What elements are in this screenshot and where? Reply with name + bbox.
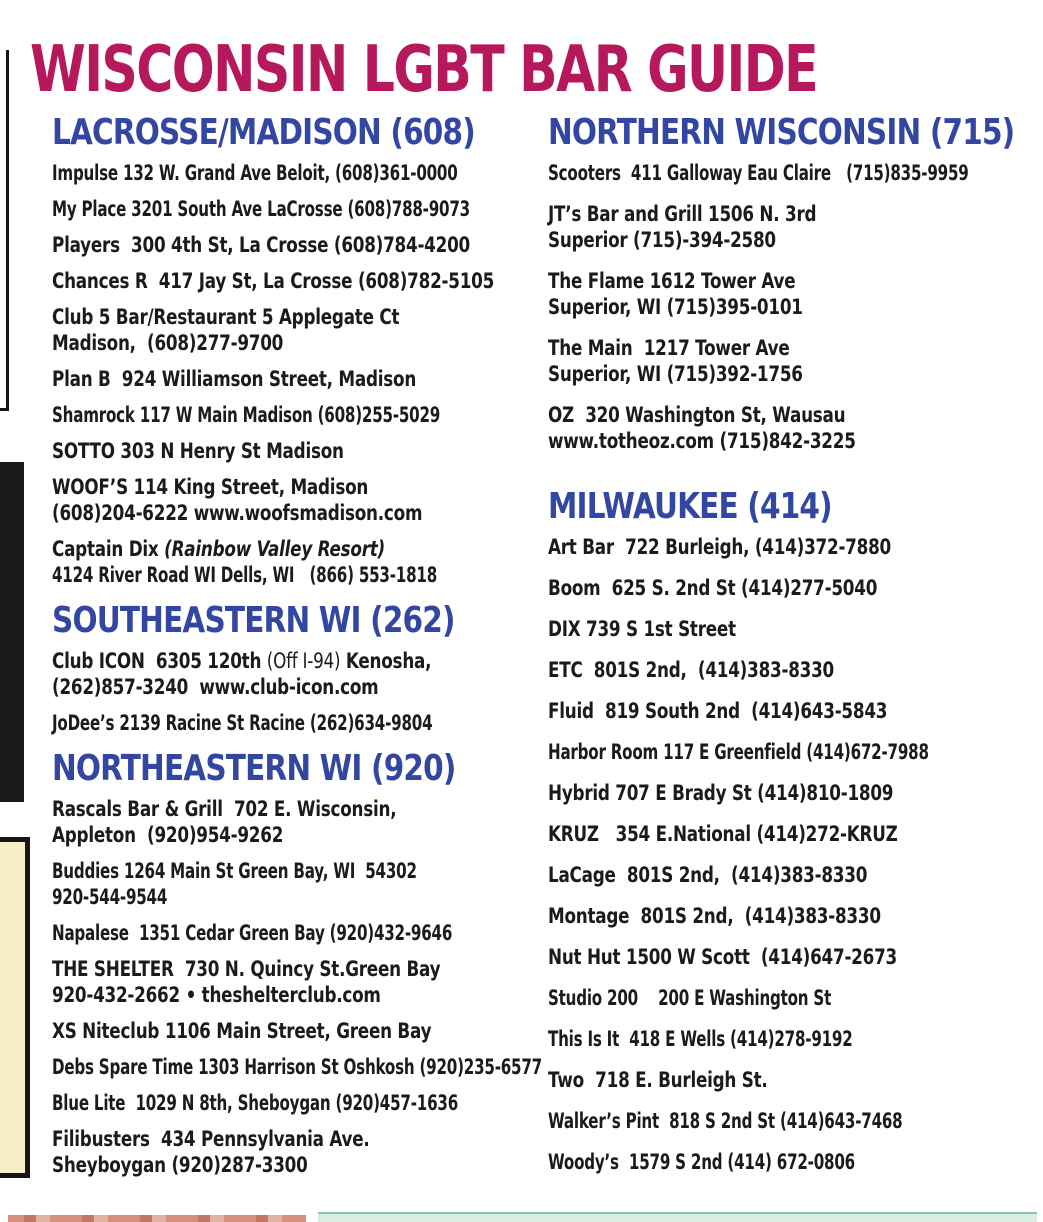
region-section (52, 598, 538, 736)
region-section (548, 110, 1040, 454)
bar-listing (52, 474, 538, 526)
bar-listing (52, 268, 538, 294)
bar-listing (548, 335, 1040, 387)
listing-text: Boom 625 S. 2nd St (414)277-5040 (548, 576, 878, 600)
listing-line (52, 562, 438, 588)
listing-text: Shamrock 117 W Main Madison (608)255-5029 (52, 403, 441, 427)
listing-text: THE SHELTER 730 N. Quincy St.Green Bay (52, 957, 441, 981)
cropped-ad-strip-teal (318, 1212, 1037, 1222)
bar-listing (52, 796, 538, 848)
listing-text: WOOF’S 114 King Street, Madison (52, 475, 369, 499)
listing-line (52, 1090, 459, 1116)
listing-text: (262)857-3240 www.club-icon.com (52, 675, 379, 699)
bar-listing (548, 402, 1040, 454)
listing-line (548, 698, 942, 724)
section-header: SOUTHEASTERN WI (262) (52, 600, 455, 641)
section-header: MILWAUKEE (414) (548, 486, 832, 527)
listing-text: Scooters 411 Galloway Eau Claire (715)835-9959 (548, 161, 969, 185)
listing-line (548, 1026, 902, 1052)
listing-line (548, 862, 942, 888)
bar-listing (548, 903, 1040, 929)
bar-listing (548, 862, 1040, 888)
listing-line (52, 674, 441, 700)
page-title: WISCONSIN LGBT BAR GUIDE (30, 33, 818, 107)
listing-line (548, 780, 942, 806)
listing-text: Two 718 E. Burleigh St. (548, 1068, 768, 1092)
listing-line (52, 982, 441, 1008)
listing-text: Impulse 132 W. Grand Ave Beloit, (608)361-0000 (52, 161, 458, 185)
region-section (548, 484, 1040, 1175)
bar-listing (52, 1054, 542, 1080)
listing-text: Montage 801S 2nd, (414)383-8330 (548, 904, 881, 928)
listing-text: Nut Hut 1500 W Scott (414)647-2673 (548, 945, 897, 969)
bar-listing (548, 616, 1040, 642)
section-header: NORTHEASTERN WI (920) (52, 748, 456, 789)
listing-line (548, 268, 942, 294)
listing-text: This Is It 418 E Wells (414)278-9192 (548, 1027, 853, 1051)
listing-text: Plan B 924 Williamson Street, Madison (52, 367, 417, 391)
bar-listing (548, 1108, 1040, 1134)
listing-text: SOTTO 303 N Henry St Madison (52, 439, 344, 463)
bar-guide-column-right (548, 110, 1040, 1190)
section-header: LACROSSE/MADISON (608) (52, 112, 475, 153)
listing-text: Kenosha, (340, 649, 432, 673)
listing-text: Filibusters 434 Pennsylvania Ave. (52, 1127, 370, 1151)
listing-text: 920-432-2662 • theshelterclub.com (52, 983, 381, 1007)
bar-listing (52, 956, 538, 1008)
listing-line (548, 160, 969, 186)
listing-line (548, 534, 942, 560)
listing-line (52, 956, 441, 982)
listing-line (548, 402, 942, 428)
listing-line (52, 1126, 441, 1152)
listing-line (548, 201, 942, 227)
listing-text: JoDee’s 2139 Racine St Racine (262)634-9804 (52, 711, 433, 735)
listing-line (548, 739, 929, 765)
bar-listing (52, 1126, 538, 1178)
listing-line (52, 438, 441, 464)
cropped-ad-frame-corner (0, 50, 9, 411)
listing-text: KRUZ 354 E.National (414)272-KRUZ (548, 822, 898, 846)
listing-text: LaCage 801S 2nd, (414)383-8330 (548, 863, 868, 887)
region-section (52, 110, 538, 588)
listing-text: Debs Spare Time 1303 Harrison St Oshkosh (920)235-6577 (52, 1055, 542, 1079)
listing-line (548, 1149, 902, 1175)
listing-text: XS Niteclub 1106 Main Street, Green Bay (52, 1019, 432, 1043)
listing-line (548, 1108, 902, 1134)
bar-listing (52, 196, 538, 222)
bar-listing (52, 858, 538, 910)
listing-text: Rascals Bar & Grill 702 E. Wisconsin, (52, 797, 397, 821)
listing-text: Superior (715)-394-2580 (548, 228, 776, 252)
bar-listing (52, 648, 538, 700)
bar-listing (52, 304, 538, 356)
bar-listing (52, 232, 538, 258)
listing-text: 920-544-9544 (52, 885, 168, 909)
listing-line (52, 536, 441, 562)
listing-line (548, 294, 942, 320)
listing-line (52, 232, 470, 258)
listing-line (52, 474, 441, 500)
listing-line (548, 335, 942, 361)
listing-text: Hybrid 707 E Brady St (414)810-1809 (548, 781, 894, 805)
listing-text: (Off I-94) (266, 649, 341, 673)
listing-text: Woody’s 1579 S 2nd (414) 672-0806 (548, 1150, 855, 1174)
bar-listing (548, 575, 1040, 601)
listing-line (548, 616, 942, 642)
listing-text: Club ICON 6305 120th (52, 649, 267, 673)
listing-text: The Main 1217 Tower Ave (548, 336, 790, 360)
listing-line (52, 822, 441, 848)
listing-line (52, 858, 417, 884)
bar-listing (548, 1149, 1040, 1175)
listing-text: Superior, WI (715)395-0101 (548, 295, 803, 319)
bar-listing (548, 985, 1040, 1011)
listing-line (52, 304, 441, 330)
cropped-photo-strip-pink (8, 1215, 306, 1222)
listing-text: Sheyboygan (920)287-3300 (52, 1153, 308, 1177)
bar-listing (548, 821, 1040, 847)
listing-text: Madison, (608)277-9700 (52, 331, 284, 355)
listing-line (52, 1152, 441, 1178)
listing-line (548, 821, 942, 847)
listing-line (52, 1018, 441, 1044)
listing-text: Captain Dix (52, 537, 165, 561)
region-section (52, 746, 542, 1178)
listing-text: Studio 200 200 E Washington St (548, 986, 832, 1010)
listing-line (52, 920, 453, 946)
listing-line (52, 648, 441, 674)
listing-line (52, 268, 495, 294)
listing-line (548, 944, 942, 970)
listing-text: Club 5 Bar/Restaurant 5 Applegate Ct (52, 305, 400, 329)
bar-listing (548, 268, 1040, 320)
listing-text: The Flame 1612 Tower Ave (548, 269, 796, 293)
listing-line (52, 160, 458, 186)
listing-text: Chances R 417 Jay St, La Crosse (608)782-5105 (52, 269, 495, 293)
listing-line (548, 985, 902, 1011)
bar-listing (548, 1026, 1040, 1052)
listing-line (52, 402, 441, 428)
listing-line (548, 361, 942, 387)
bar-listing (52, 1018, 538, 1044)
listing-text: DIX 739 S 1st Street (548, 617, 736, 641)
listing-text: My Place 3201 South Ave LaCrosse (608)788-9073 (52, 197, 470, 221)
listing-line (548, 1067, 942, 1093)
cropped-ad-black-bar (0, 462, 24, 802)
listing-text: Harbor Room 117 E Greenfield (414)672-7988 (548, 740, 929, 764)
listing-line (548, 227, 942, 253)
listing-text: Napalese 1351 Cedar Green Bay (920)432-9646 (52, 921, 453, 945)
listing-text: Walker’s Pint 818 S 2nd St (414)643-7468 (548, 1109, 903, 1133)
section-header: NORTHERN WISCONSIN (715) (548, 112, 1015, 153)
bar-listing (548, 780, 1040, 806)
bar-listing (52, 438, 538, 464)
bar-listing (548, 944, 1040, 970)
listing-line (52, 366, 441, 392)
bar-listing (548, 1067, 1040, 1093)
listing-line (52, 500, 441, 526)
listing-text: Blue Lite 1029 N 8th, Sheboygan (920)457-1636 (52, 1091, 459, 1115)
bar-listing (52, 402, 538, 428)
bar-listing (548, 160, 1040, 186)
bar-listing (52, 366, 538, 392)
listing-text: Players 300 4th St, La Crosse (608)784-4200 (52, 233, 470, 257)
listing-text: (Rainbow Valley Resort) (164, 537, 385, 561)
bar-listing (52, 710, 538, 736)
listing-text: JT’s Bar and Grill 1506 N. 3rd (548, 202, 817, 226)
listing-line (548, 903, 942, 929)
listing-text: Art Bar 722 Burleigh, (414)372-7880 (548, 535, 891, 559)
bar-listing (548, 657, 1040, 683)
listing-line (548, 428, 942, 454)
listing-line (52, 884, 402, 910)
listing-text: OZ 320 Washington St, Wausau (548, 403, 846, 427)
listing-text: ETC 801S 2nd, (414)383-8330 (548, 658, 834, 682)
listing-line (52, 1054, 542, 1080)
cropped-ad-yellow-box (0, 837, 30, 1178)
listing-text: www.totheoz.com (715)842-3225 (548, 429, 856, 453)
bar-listing (52, 1090, 538, 1116)
listing-line (548, 575, 942, 601)
listing-text: 4124 River Road WI Dells, WI (866) 553-1818 (52, 563, 438, 587)
listing-line (52, 796, 441, 822)
listing-text: Fluid 819 South 2nd (414)643-5843 (548, 699, 888, 723)
listing-line (52, 196, 470, 222)
listing-text: (608)204-6222 www.woofsmadison.com (52, 501, 423, 525)
bar-listing (52, 920, 538, 946)
bar-listing (52, 160, 538, 186)
listing-line (548, 657, 942, 683)
bar-listing (548, 698, 1040, 724)
bar-listing (548, 739, 1040, 765)
bar-listing (548, 201, 1040, 253)
listing-line (52, 330, 441, 356)
bar-guide-column-left (52, 110, 542, 1188)
bar-listing (52, 536, 538, 588)
listing-text: Superior, WI (715)392-1756 (548, 362, 803, 386)
listing-text: Appleton (920)954-9262 (52, 823, 284, 847)
listing-text: Buddies 1264 Main St Green Bay, WI 54302 (52, 859, 417, 883)
bar-listing (548, 534, 1040, 560)
listing-line (52, 710, 433, 736)
